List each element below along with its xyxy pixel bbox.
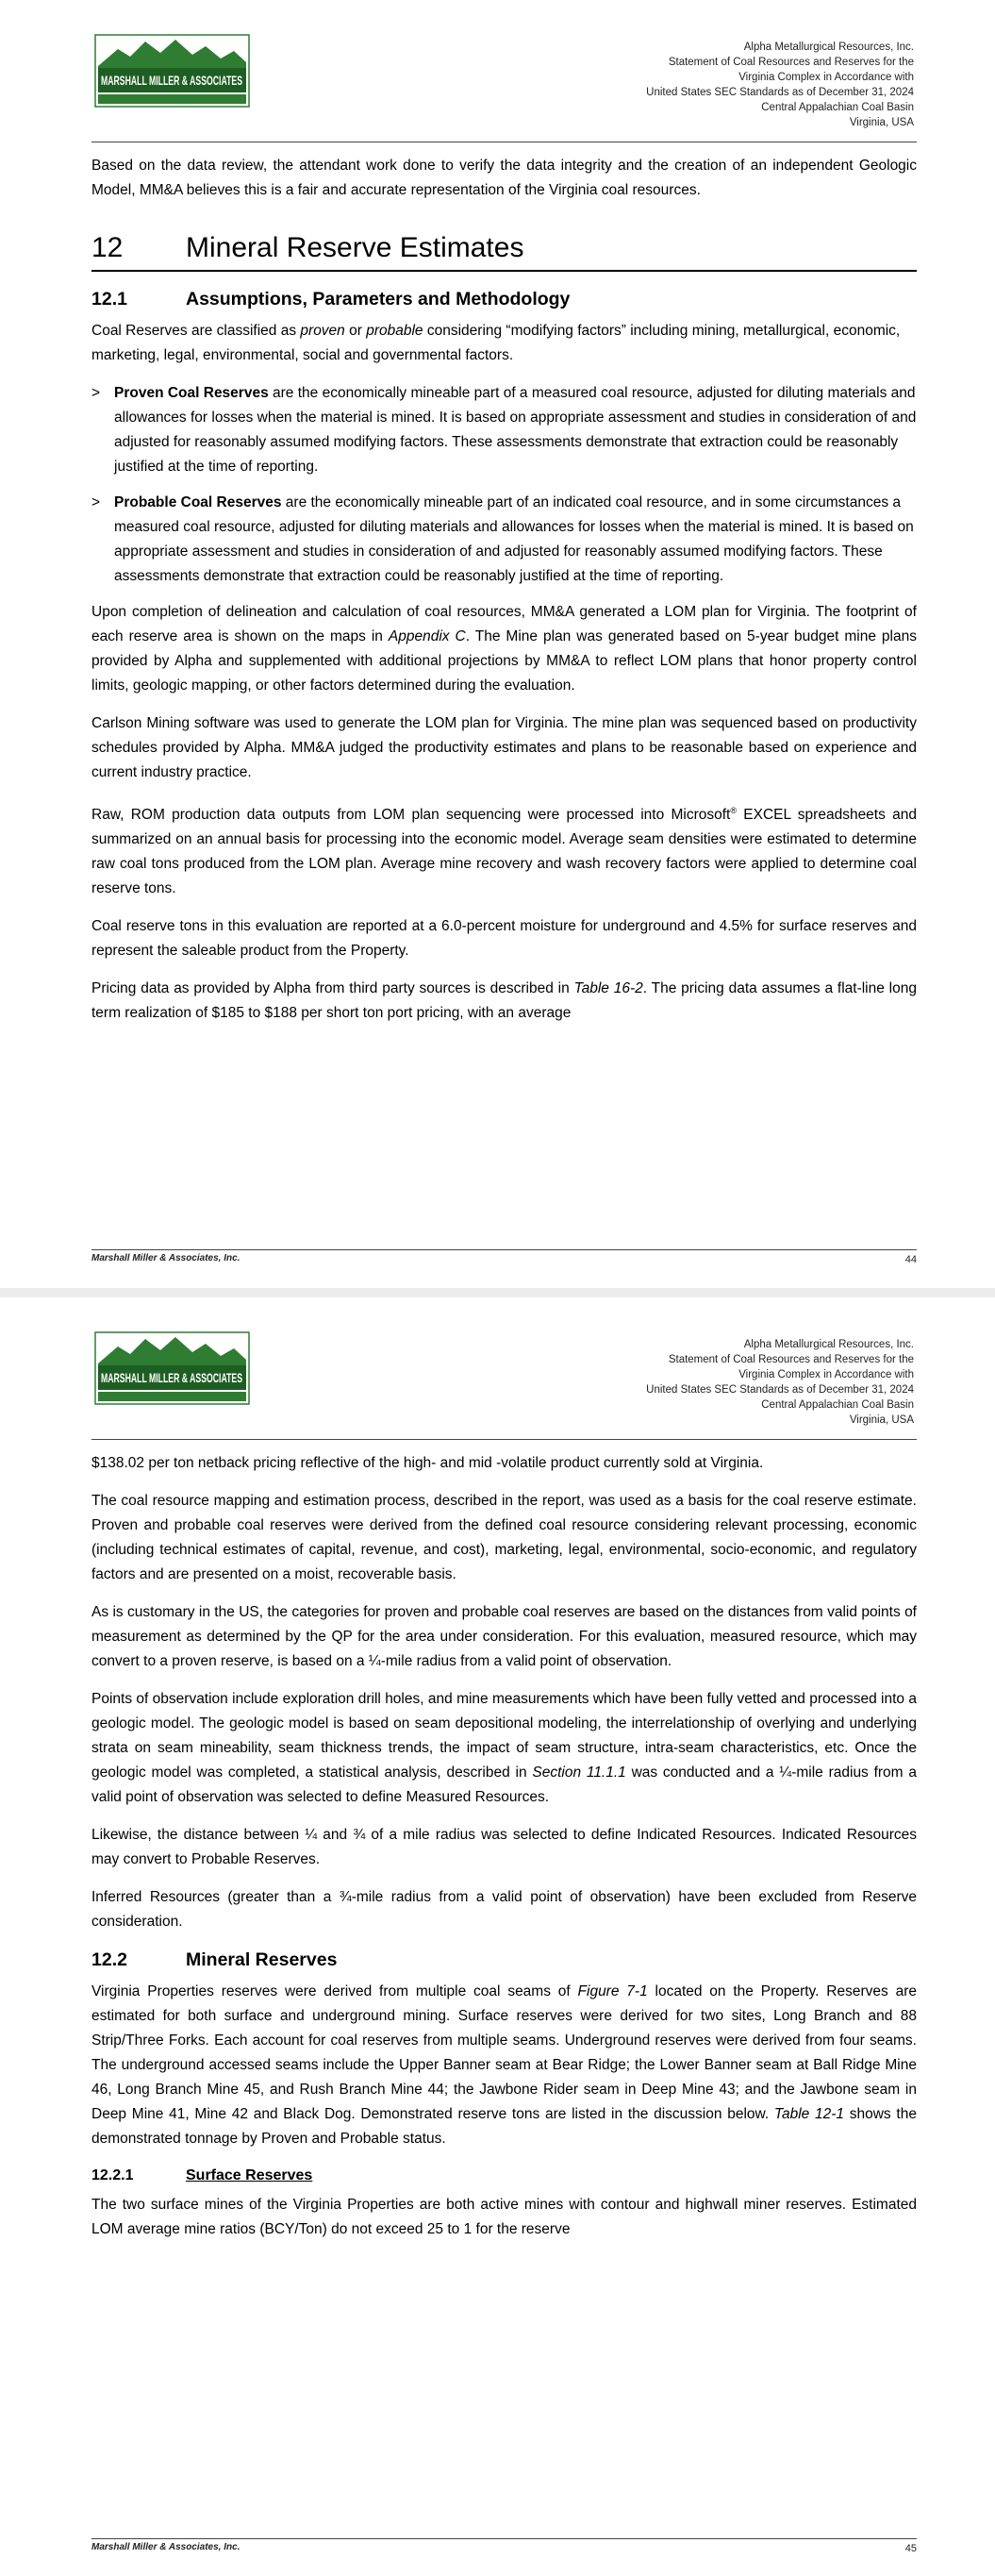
paragraph: Carlson Mining software was used to generate the LOM plan for Virginia. The mine plan was sequenced based on productivity schedules provided by Alpha. MM&A judged the productivity estimates and plans to be reasonable based on experience and current industry practice. bbox=[91, 715, 917, 780]
company-logo bbox=[94, 1331, 250, 1405]
table-reference: Table 12-1 bbox=[773, 2106, 845, 2122]
table-reference: Table 16-2 bbox=[573, 980, 643, 997]
header-line: Virginia Complex in Accordance with bbox=[738, 1369, 914, 1380]
logo-wordmark: MARSHALL MILLER & ASSOCIATES bbox=[101, 1370, 242, 1385]
paragraph: Raw, ROM production data outputs from LOM plan sequencing were processed into Microsoft® EXCEL spreadsheets and summarized on an annual basis for processing into the economic model. Average seam densities were estimated to determine raw coal tons produced from the LOM plan. Average mine recovery and wash recovery factors were applied to determine coal reserve tons. bbox=[91, 806, 917, 897]
page-number: 44 bbox=[904, 1254, 917, 1265]
bullet-item bbox=[91, 381, 917, 479]
bullet-item bbox=[91, 491, 917, 589]
page-body bbox=[91, 154, 917, 1039]
section-reference: Section 11.1.1 bbox=[532, 1765, 626, 1781]
paragraph: Coal reserve tons in this evaluation are reported at a 6.0-percent moisture for underground and 4.5% for surface reserves and represent the saleable product from the Property. bbox=[91, 918, 917, 960]
report-header bbox=[646, 40, 914, 130]
report-header bbox=[646, 1337, 914, 1428]
report-page-45 bbox=[0, 1297, 995, 2576]
section-number: 12 bbox=[91, 232, 124, 263]
subsection-title: Mineral Reserves bbox=[186, 1949, 338, 1970]
subsection-number: 12.2 bbox=[91, 1949, 127, 1970]
page-body bbox=[91, 1451, 917, 2255]
header-line: Virginia, USA bbox=[849, 117, 914, 128]
paragraph: Based on the data review, the attendant work done to verify the data integrity and the creation of an independent Geologic Model, MM&A believes this is a fair and accurate representation of the Virginia coal resources. bbox=[91, 158, 917, 198]
bullet-term: Probable Coal Reserves bbox=[114, 494, 282, 510]
header-line: Alpha Metallurgical Resources, Inc. bbox=[743, 1339, 914, 1350]
header-line: Virginia, USA bbox=[849, 1414, 914, 1426]
header-line: Central Appalachian Coal Basin bbox=[761, 102, 914, 113]
company-logo bbox=[94, 34, 250, 108]
subsection-heading bbox=[91, 287, 917, 311]
bullet-marker: > bbox=[91, 385, 101, 401]
section-heading bbox=[91, 231, 917, 272]
bullet-marker: > bbox=[91, 494, 101, 510]
paragraph: Coal Reserves are classified as proven or probable considering “modifying factors” including mining, metallurgical, economic, marketing, legal, environmental, social and governmental factors. bbox=[91, 323, 901, 363]
header-line: United States SEC Standards as of December 31, 2024 bbox=[646, 1384, 914, 1396]
subsubsection-title: Surface Reserves bbox=[186, 2167, 313, 2183]
paragraph: $138.02 per ton netback pricing reflective of the high- and mid -volatile product currently sold at Virginia. bbox=[91, 1455, 764, 1471]
paragraph: Likewise, the distance between ¼ and ¾ of a mile radius was selected to define Indicated Resources. Indicated Resources may convert to Probable Reserves. bbox=[91, 1827, 917, 1867]
logo-wordmark: MARSHALL MILLER & ASSOCIATES bbox=[101, 73, 242, 88]
page-footer bbox=[91, 1249, 917, 1263]
subsection-title: Assumptions, Parameters and Methodology bbox=[186, 289, 571, 309]
header-line: Alpha Metallurgical Resources, Inc. bbox=[743, 42, 914, 53]
subsection-number: 12.1 bbox=[91, 289, 127, 309]
bullet-text: are the economically mineable part of an indicated coal resource, and in some circumstances a measured coal resource, adjusted for diluting materials and allowances for losses when the material is mined. It is based on appropriate assessment and studies in consideration of and adjusted for reasonably assumed modifying factors. These assessments demonstrate that extraction could be reasonably justified at the time of reporting. bbox=[114, 494, 914, 584]
figure-reference: Figure 7-1 bbox=[577, 1983, 648, 1999]
header-line: Statement of Coal Resources and Reserves for the bbox=[668, 1354, 914, 1365]
page-number: 45 bbox=[904, 2543, 917, 2554]
footer-company: Marshall Miller & Associates, Inc. bbox=[91, 2542, 240, 2552]
paragraph: Upon completion of delineation and calculation of coal resources, MM&A generated a LOM plan for Virginia. The footprint of each reserve area is shown on the maps in Appendix C. The Mine plan was generated based on 5-year budget mine plans provided by Alpha and supplemented with additional projections by MM&A to reflect LOM plans that honor property control limits, geologic mapping, or other factors determined during the evaluation. bbox=[91, 604, 917, 694]
subsubsection-number: 12.2.1 bbox=[91, 2167, 134, 2183]
header-divider bbox=[91, 1439, 917, 1440]
paragraph: The coal resource mapping and estimation process, described in the report, was used as a basis for the coal reserve estimate. Proven and probable coal reserves were derived from the defined coal resource considering relevant processing, economic (including technical estimates of capital, revenue, and cost), marketing, legal, environmental, socio-economic, and regulatory factors and are presented on a moist, recoverable basis. bbox=[91, 1493, 917, 1582]
paragraph: As is customary in the US, the categories for proven and probable coal reserves are based on the distances from valid points of measurement as determined by the QP for the area under consideration. For this evaluation, measured resource, which may convert to a proven reserve, is based on a ¼-mile radius from a valid point of observation. bbox=[91, 1604, 917, 1669]
paragraph: Points of observation include exploration drill holes, and mine measurements which have been fully vetted and processed into a geologic model. The geologic model is based on seam depositional modeling, the interrelationship of overlying and underlying strata on seam mineability, seam thickness trends, the impact of seam structure, intra-seam characteristics, etc. Once the geologic model was completed, a statistical analysis, described in Section 11.1.1 was conducted and a ¼-mile radius from a valid point of observation was selected to define Measured Resources. bbox=[91, 1691, 917, 1805]
page-footer bbox=[91, 2538, 917, 2552]
appendix-reference: Appendix C bbox=[388, 628, 466, 644]
paragraph: Inferred Resources (greater than a ¾-mile radius from a valid point of observation) have been excluded from Reserve consideration. bbox=[91, 1889, 917, 1930]
header-line: Statement of Coal Resources and Reserves for the bbox=[668, 57, 914, 68]
bullet-text: are the economically mineable part of a measured coal resource, adjusted for diluting materials and allowances for losses when the material is mined. It is based on appropriate assessment and studies in consideration of and adjusted for reasonably assumed modifying factors. These assessments demonstrate that extraction could be reasonably justified at the time of reporting. bbox=[114, 385, 917, 475]
paragraph: The two surface mines of the Virginia Properties are both active mines with contour and highwall miner reserves. Estimated LOM average mine ratios (BCY/Ton) do not exceed 25 to 1 for the reserve bbox=[91, 2197, 917, 2237]
subsubsection-heading bbox=[91, 2165, 917, 2187]
header-line: Central Appalachian Coal Basin bbox=[761, 1399, 914, 1411]
bullet-term: Proven Coal Reserves bbox=[114, 385, 269, 401]
paragraph: Virginia Properties reserves were derived from multiple coal seams of Figure 7-1 located on the Property. Reserves are estimated for both surface and underground mining. Surface reserves were derived for two sites, Long Branch and 88 Strip/Three Forks. Each account for coal reserves from multiple seams. Underground reserves were derived from four seams. The underground accessed seams include the Upper Banner seam at Bear Ridge; the Lower Banner seam at Ball Ridge Mine 46, Long Branch Mine 45, and Rush Branch Mine 44; the Jawbone Rider seam in Deep Mine 43; and the Jawbone seam in Deep Mine 41, Mine 42 and Black Dog. Demonstrated reserve tons are listed in the discussion below. Table 12-1 shows the demonstrated tonnage by Proven and Probable status. bbox=[91, 1983, 917, 2147]
section-title: Mineral Reserve Estimates bbox=[186, 232, 524, 263]
header-line: United States SEC Standards as of December 31, 2024 bbox=[646, 87, 914, 98]
paragraph: Pricing data as provided by Alpha from third party sources is described in Table 16-2. The pricing data assumes a flat-line long term realization of $185 to $188 per short ton port pricing, with an average bbox=[91, 980, 917, 1022]
footer-company: Marshall Miller & Associates, Inc. bbox=[91, 1253, 240, 1263]
header-line: Virginia Complex in Accordance with bbox=[738, 72, 914, 83]
subsection-heading bbox=[91, 1948, 917, 1972]
